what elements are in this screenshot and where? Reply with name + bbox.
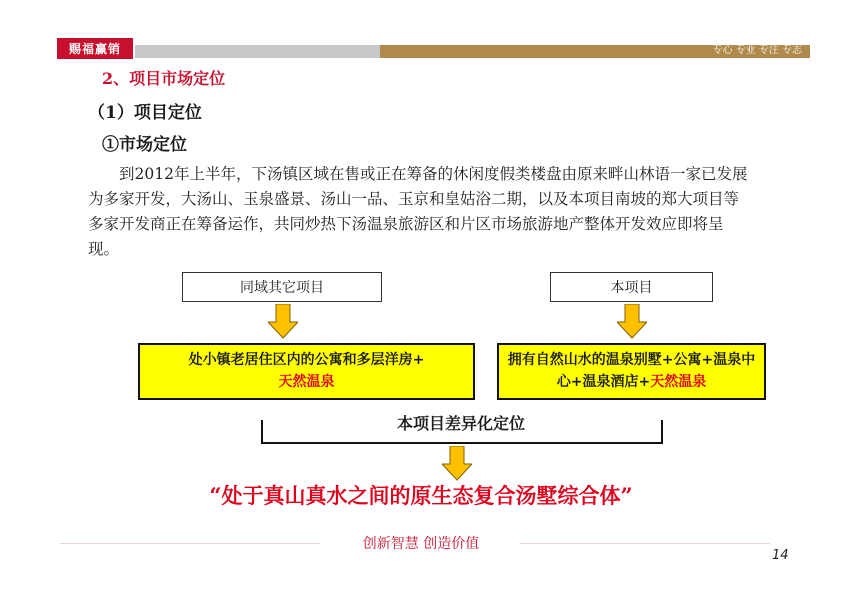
left-feature-text: 处小镇老居住区内的公寓和多层洋房+ — [188, 352, 425, 368]
page-number: 14 — [772, 548, 789, 563]
left-feature-highlight: 天然温泉 — [278, 374, 335, 390]
down-arrow-icon — [268, 304, 298, 340]
sub-sub-title: ①市场定位 — [102, 135, 187, 155]
left-category-label: 同域其它项目 — [240, 280, 324, 296]
logo-text: 赐福赢销 — [68, 42, 121, 56]
right-category-label: 本项目 — [610, 280, 653, 296]
footer-slogan: 创新智慧 创造价值 — [362, 536, 480, 552]
down-arrow-icon — [442, 446, 472, 482]
section-title: 2、项目市场定位 — [102, 69, 226, 88]
left-feature-box — [138, 343, 475, 400]
right-feature-highlight: 天然温泉 — [650, 374, 707, 390]
left-category-box — [182, 272, 382, 302]
right-category-box — [550, 272, 713, 302]
header-slogan: 专心 专业 专注 专志 — [712, 45, 802, 56]
differentiation-label: 本项目差异化定位 — [330, 411, 592, 434]
right-feature-box — [497, 343, 766, 400]
down-arrow-icon — [617, 304, 647, 340]
header-bar-gray — [135, 45, 380, 58]
brand-logo — [57, 38, 133, 59]
body-paragraph: 到2012年上半年，下汤镇区域在售或正在筹备的休闲度假类楼盘由原来畔山林语一家已发展为多家开发，大汤山、玉泉盛景、汤山一品、玉京和皇姑浴二期，以及本项目南坡的郑大项目等多家开发商正在筹备运作，共同炒热下汤温泉旅游区和片区市场旅游地产整体开发效应即将呈现。 — [88, 165, 748, 258]
sub-title: （1）项目定位 — [88, 103, 202, 123]
right-feature-text: 拥有自然山水的温泉别墅+公寓+温泉中心+温泉酒店+ — [507, 352, 756, 390]
positioning-conclusion: “处于真山真水之间的原生态复合汤墅综合体” — [209, 483, 633, 508]
